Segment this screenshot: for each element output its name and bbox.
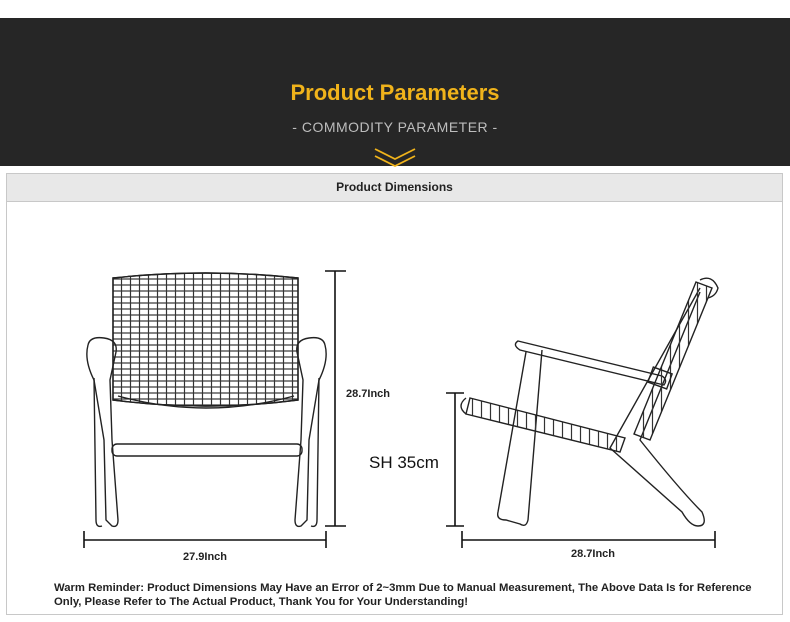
warm-reminder-note: Warm Reminder: Product Dimensions May Have an Error of 2~3mm Due to Manual Measurement, The Above Data Is for Reference Only, Please Refer to The Actual Product, Thank You for Your Understanding! — [54, 582, 752, 608]
side-depth-dimension-line — [462, 531, 715, 548]
side-depth-label: 28.7Inch — [571, 548, 616, 560]
page-subtitle: - COMMODITY PARAMETER - — [292, 119, 498, 135]
front-height-label: 28.7Inch — [346, 388, 391, 400]
front-height-dimension-line — [325, 271, 346, 526]
chair-front-view — [87, 273, 326, 526]
front-width-dimension-line — [84, 531, 326, 548]
chair-side-view — [461, 278, 718, 526]
front-width-label: 27.9Inch — [183, 551, 228, 563]
seat-height-dimension-line — [446, 393, 464, 526]
page-title: Product Parameters — [290, 80, 500, 105]
panel-header: Product Dimensions — [7, 174, 782, 202]
seat-height-label: SH 35cm — [369, 453, 439, 472]
